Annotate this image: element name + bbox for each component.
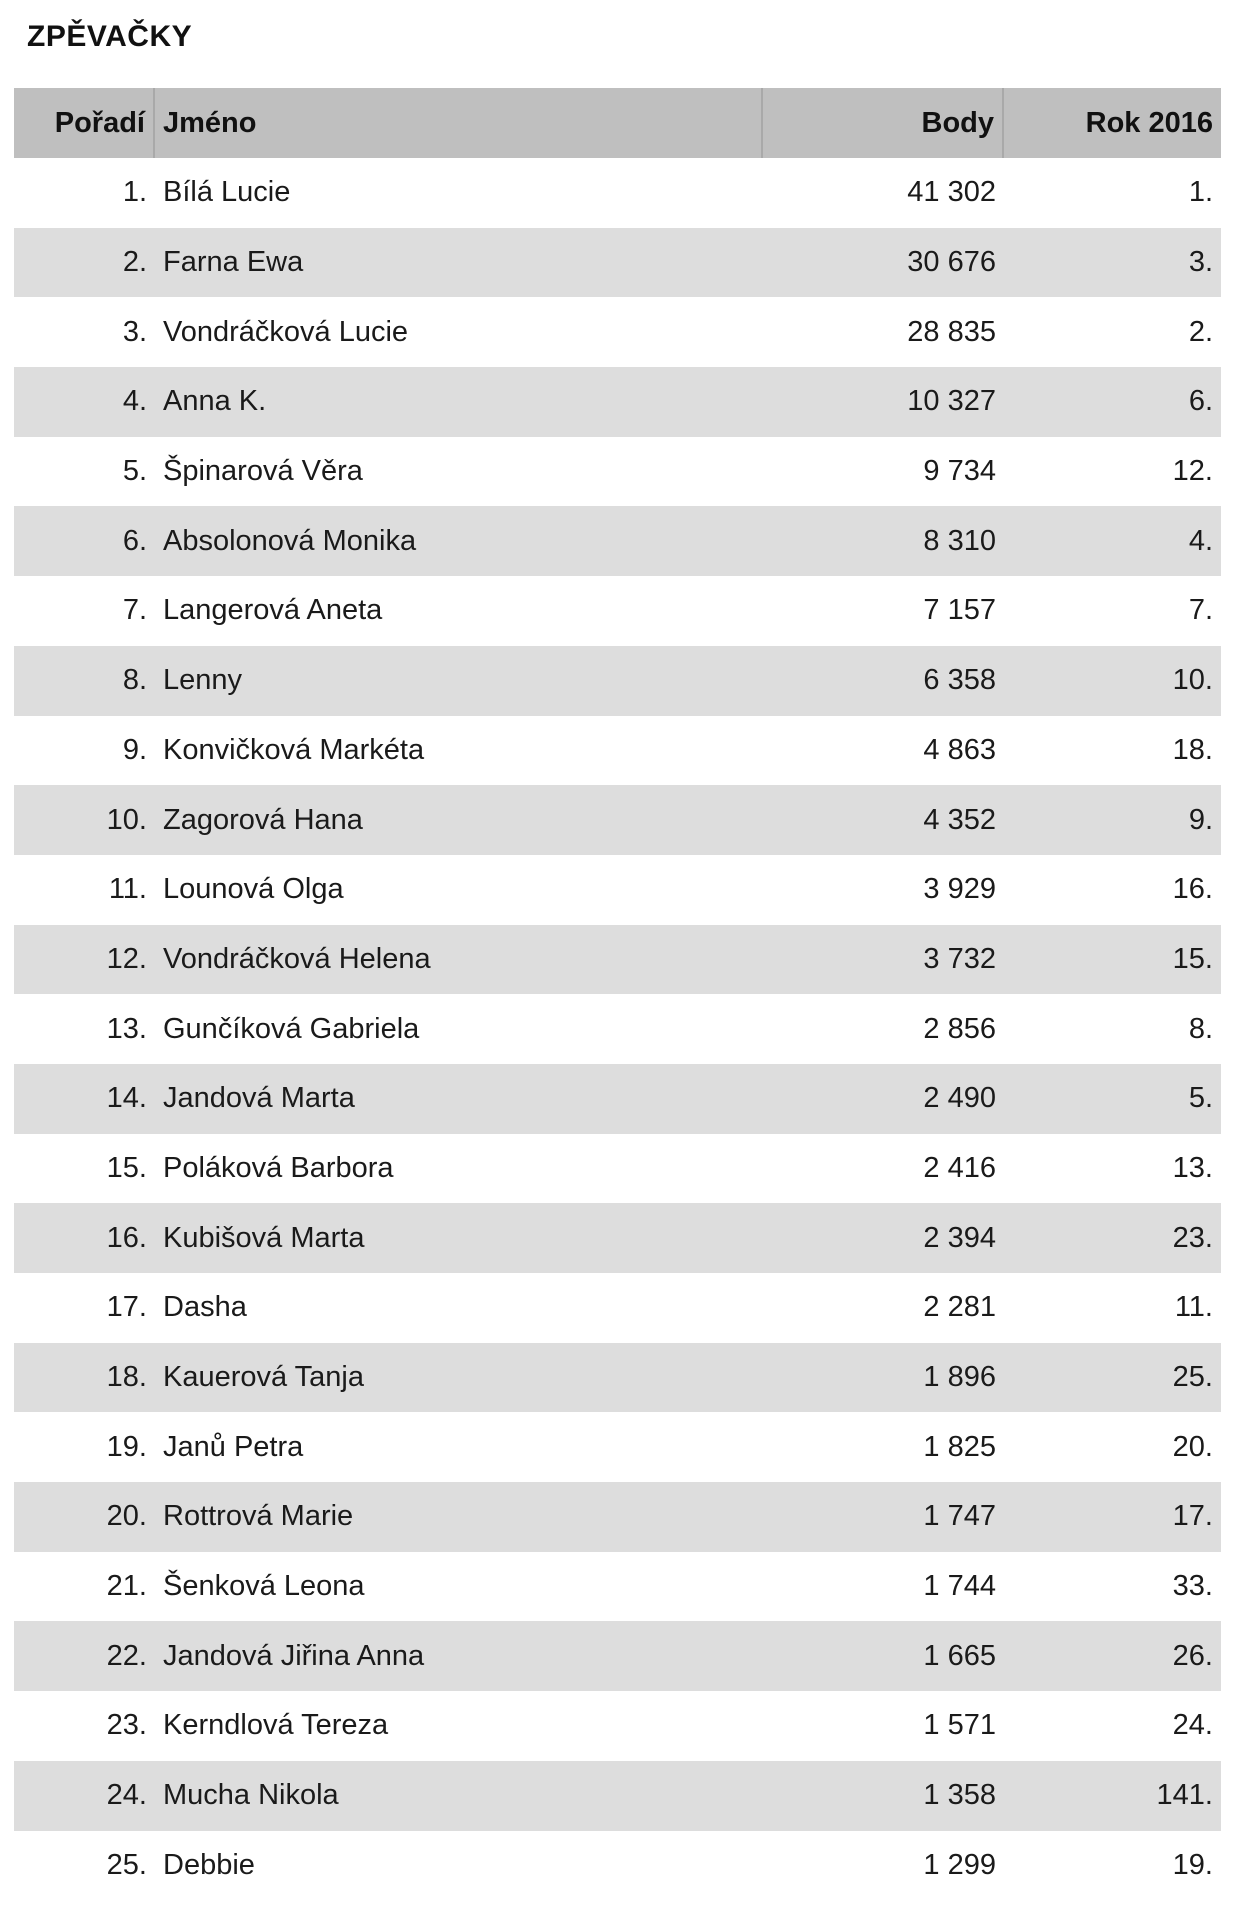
cell-year: 16. <box>1004 855 1221 925</box>
cell-name: Šenková Leona <box>155 1552 763 1622</box>
cell-points: 3 929 <box>763 855 1004 925</box>
table-row <box>14 1134 1221 1204</box>
cell-rank: 13. <box>14 994 155 1064</box>
cell-rank: 17. <box>14 1273 155 1343</box>
cell-year: 18. <box>1004 716 1221 786</box>
cell-year: 3. <box>1004 228 1221 298</box>
cell-year: 141. <box>1004 1761 1221 1831</box>
cell-year: 11. <box>1004 1273 1221 1343</box>
cell-name: Langerová Aneta <box>155 576 763 646</box>
cell-rank: 19. <box>14 1412 155 1482</box>
cell-name: Debbie <box>155 1831 763 1901</box>
cell-points: 30 676 <box>763 228 1004 298</box>
cell-name: Lenny <box>155 646 763 716</box>
table-row <box>14 367 1221 437</box>
page-title: ZPĚVAČKY <box>27 20 193 53</box>
cell-rank: 24. <box>14 1761 155 1831</box>
table-row <box>14 1621 1221 1691</box>
cell-rank: 23. <box>14 1691 155 1761</box>
cell-rank: 21. <box>14 1552 155 1622</box>
cell-year: 24. <box>1004 1691 1221 1761</box>
cell-points: 2 281 <box>763 1273 1004 1343</box>
cell-name: Konvičková Markéta <box>155 716 763 786</box>
cell-points: 2 856 <box>763 994 1004 1064</box>
cell-year: 9. <box>1004 785 1221 855</box>
table-row <box>14 1203 1221 1273</box>
cell-rank: 11. <box>14 855 155 925</box>
table-row <box>14 506 1221 576</box>
table-row <box>14 994 1221 1064</box>
cell-year: 4. <box>1004 506 1221 576</box>
cell-points: 2 416 <box>763 1134 1004 1204</box>
cell-rank: 10. <box>14 785 155 855</box>
cell-points: 1 744 <box>763 1552 1004 1622</box>
cell-year: 2. <box>1004 297 1221 367</box>
cell-rank: 9. <box>14 716 155 786</box>
cell-name: Vondráčková Helena <box>155 925 763 995</box>
cell-points: 7 157 <box>763 576 1004 646</box>
cell-points: 1 571 <box>763 1691 1004 1761</box>
table-row <box>14 1831 1221 1901</box>
cell-name: Zagorová Hana <box>155 785 763 855</box>
table-row <box>14 646 1221 716</box>
cell-year: 7. <box>1004 576 1221 646</box>
cell-rank: 4. <box>14 367 155 437</box>
table-row <box>14 576 1221 646</box>
cell-name: Gunčíková Gabriela <box>155 994 763 1064</box>
cell-points: 9 734 <box>763 437 1004 507</box>
cell-year: 10. <box>1004 646 1221 716</box>
header-rank: Pořadí <box>14 88 155 158</box>
cell-points: 2 490 <box>763 1064 1004 1134</box>
cell-points: 10 327 <box>763 367 1004 437</box>
cell-points: 3 732 <box>763 925 1004 995</box>
cell-points: 1 299 <box>763 1831 1004 1901</box>
table-row <box>14 297 1221 367</box>
cell-rank: 8. <box>14 646 155 716</box>
header-name: Jméno <box>155 88 763 158</box>
cell-year: 5. <box>1004 1064 1221 1134</box>
cell-rank: 22. <box>14 1621 155 1691</box>
cell-rank: 14. <box>14 1064 155 1134</box>
cell-rank: 12. <box>14 925 155 995</box>
cell-name: Jandová Jiřina Anna <box>155 1621 763 1691</box>
cell-points: 4 352 <box>763 785 1004 855</box>
table-row <box>14 1273 1221 1343</box>
cell-year: 6. <box>1004 367 1221 437</box>
cell-year: 17. <box>1004 1482 1221 1552</box>
header-year: Rok 2016 <box>1004 88 1221 158</box>
cell-rank: 7. <box>14 576 155 646</box>
cell-rank: 2. <box>14 228 155 298</box>
cell-points: 2 394 <box>763 1203 1004 1273</box>
cell-rank: 5. <box>14 437 155 507</box>
table-row <box>14 228 1221 298</box>
cell-name: Jandová Marta <box>155 1064 763 1134</box>
table-row <box>14 1552 1221 1622</box>
cell-name: Vondráčková Lucie <box>155 297 763 367</box>
cell-name: Lounová Olga <box>155 855 763 925</box>
cell-name: Kubišová Marta <box>155 1203 763 1273</box>
cell-year: 33. <box>1004 1552 1221 1622</box>
table-row <box>14 158 1221 228</box>
cell-points: 1 358 <box>763 1761 1004 1831</box>
cell-rank: 18. <box>14 1343 155 1413</box>
cell-year: 1. <box>1004 158 1221 228</box>
table-row <box>14 716 1221 786</box>
cell-name: Kerndlová Tereza <box>155 1691 763 1761</box>
table-header-row <box>14 88 1221 158</box>
cell-year: 12. <box>1004 437 1221 507</box>
cell-name: Poláková Barbora <box>155 1134 763 1204</box>
cell-name: Mucha Nikola <box>155 1761 763 1831</box>
cell-year: 26. <box>1004 1621 1221 1691</box>
cell-name: Bílá Lucie <box>155 158 763 228</box>
cell-points: 1 896 <box>763 1343 1004 1413</box>
cell-rank: 6. <box>14 506 155 576</box>
table-row <box>14 437 1221 507</box>
table-row <box>14 925 1221 995</box>
cell-points: 1 825 <box>763 1412 1004 1482</box>
cell-name: Rottrová Marie <box>155 1482 763 1552</box>
table-body <box>14 158 1221 1900</box>
cell-name: Janů Petra <box>155 1412 763 1482</box>
cell-year: 19. <box>1004 1831 1221 1901</box>
table-row <box>14 1761 1221 1831</box>
table-row <box>14 1343 1221 1413</box>
header-points: Body <box>763 88 1004 158</box>
cell-year: 8. <box>1004 994 1221 1064</box>
cell-name: Anna K. <box>155 367 763 437</box>
cell-year: 13. <box>1004 1134 1221 1204</box>
cell-name: Kauerová Tanja <box>155 1343 763 1413</box>
cell-rank: 15. <box>14 1134 155 1204</box>
cell-name: Farna Ewa <box>155 228 763 298</box>
table-row <box>14 855 1221 925</box>
cell-name: Špinarová Věra <box>155 437 763 507</box>
table-row <box>14 1412 1221 1482</box>
cell-points: 41 302 <box>763 158 1004 228</box>
cell-points: 6 358 <box>763 646 1004 716</box>
cell-year: 25. <box>1004 1343 1221 1413</box>
cell-points: 28 835 <box>763 297 1004 367</box>
cell-points: 4 863 <box>763 716 1004 786</box>
cell-points: 1 747 <box>763 1482 1004 1552</box>
cell-name: Dasha <box>155 1273 763 1343</box>
cell-rank: 20. <box>14 1482 155 1552</box>
cell-rank: 1. <box>14 158 155 228</box>
cell-year: 20. <box>1004 1412 1221 1482</box>
table-row <box>14 785 1221 855</box>
ranking-table <box>14 88 1221 1900</box>
cell-points: 8 310 <box>763 506 1004 576</box>
cell-rank: 25. <box>14 1831 155 1901</box>
cell-year: 15. <box>1004 925 1221 995</box>
table-row <box>14 1064 1221 1134</box>
cell-points: 1 665 <box>763 1621 1004 1691</box>
cell-name: Absolonová Monika <box>155 506 763 576</box>
cell-rank: 3. <box>14 297 155 367</box>
table-row <box>14 1482 1221 1552</box>
cell-rank: 16. <box>14 1203 155 1273</box>
table-row <box>14 1691 1221 1761</box>
cell-year: 23. <box>1004 1203 1221 1273</box>
